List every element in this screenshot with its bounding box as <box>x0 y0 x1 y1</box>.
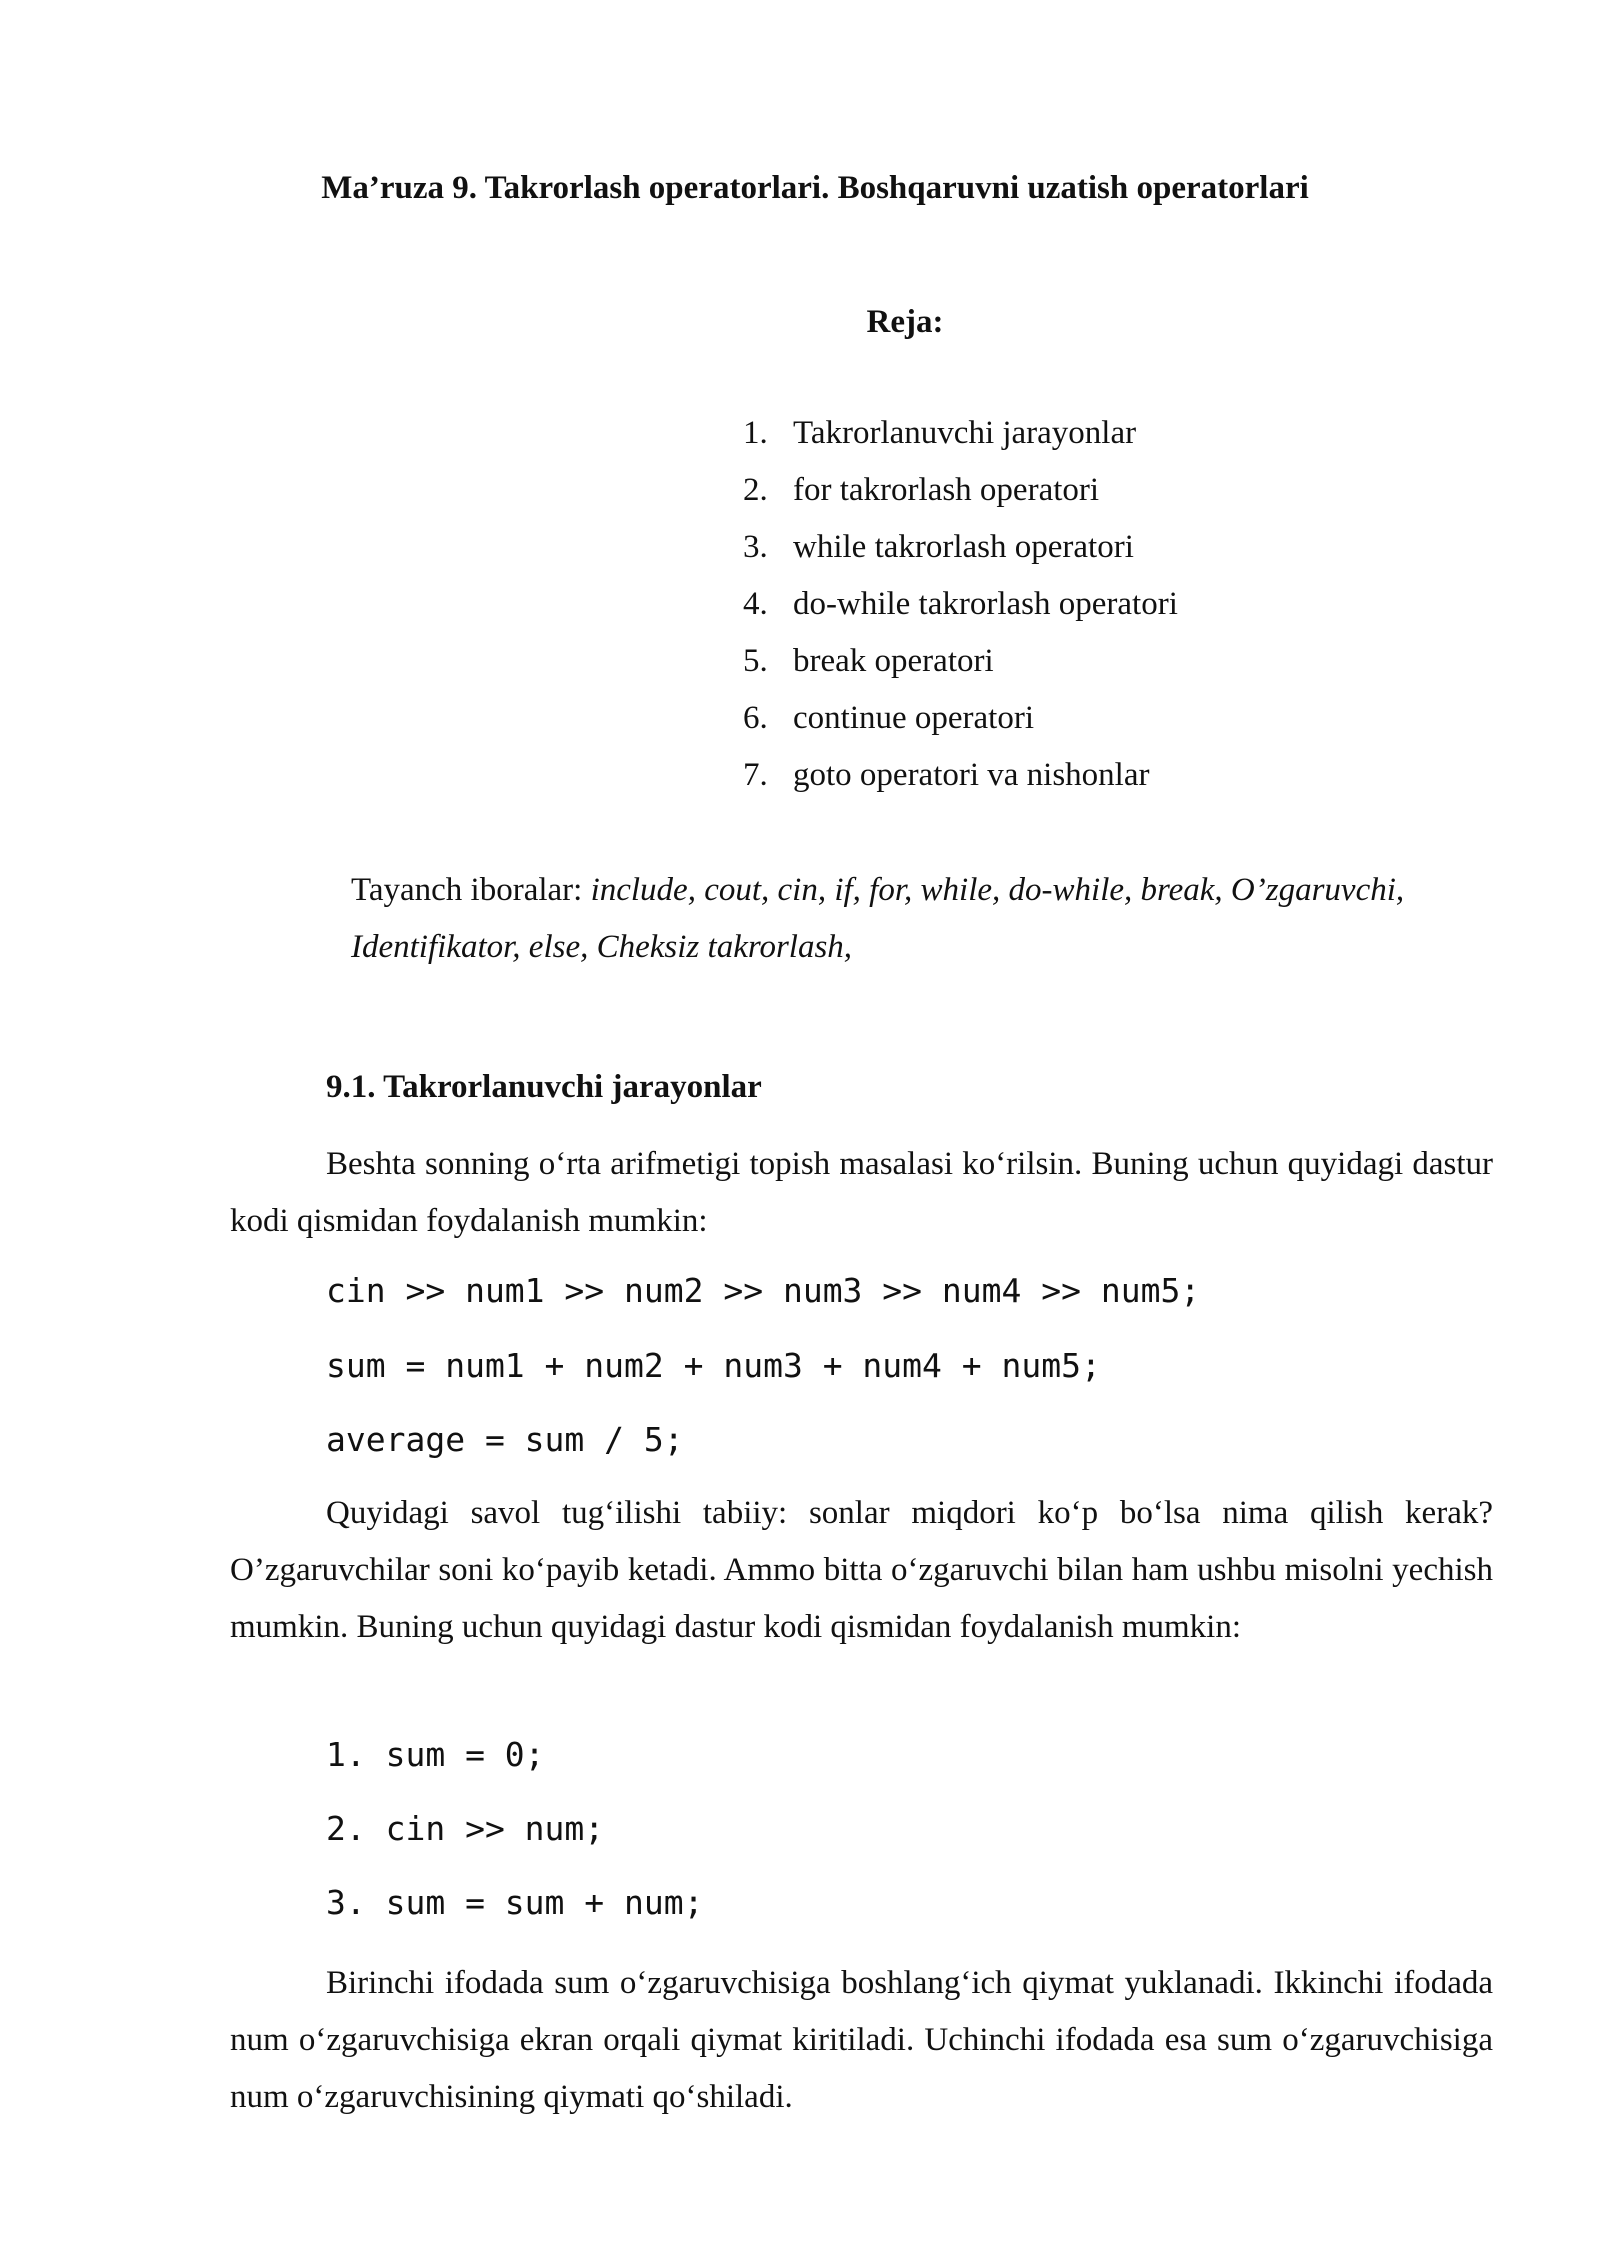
keywords-list: include, cout, cin, if, for, while, do-while, break, O’zgaruvchi, Identifikator, else, Cheksiz takrorlash, <box>351 872 1405 965</box>
plan-item-number: 3. <box>743 529 768 565</box>
code-line: average = sum / 5; <box>326 1420 684 1459</box>
plan-item-text: goto operatori va nishonlar <box>793 757 1150 793</box>
plan-item <box>743 638 1178 695</box>
plan-item <box>743 695 1178 752</box>
plan-item-number: 4. <box>743 586 768 622</box>
plan-item-number: 1. <box>743 415 768 451</box>
paragraph-2: Quyidagi savol tug‘ilishi tabiiy: sonlar miqdori ko‘p bo‘lsa nima qilish kerak? O’zgaruvchilar soni ko‘payib ketadi. Ammo bitta o‘zgaruvchi bilan ham ushbu misolni yechish mumkin. Buning uchun quyidagi dastur kodi qismidan foydalanish mumkin: <box>230 1495 1493 1645</box>
code-line: 3. sum = sum + num; <box>326 1883 704 1922</box>
plan-item-number: 7. <box>743 757 768 793</box>
plan-item <box>743 581 1178 638</box>
code-line: 2. cin >> num; <box>326 1809 605 1848</box>
plan-list <box>743 410 1178 809</box>
plan-item-text: continue operatori <box>793 700 1034 736</box>
lecture-title: Ma’ruza 9. Takrorlash operatorlari. Boshqaruvni uzatish operatorlari <box>321 170 1309 206</box>
plan-item-text: for takrorlash operatori <box>793 472 1100 508</box>
plan-item <box>743 524 1178 581</box>
plan-item-text: break operatori <box>793 643 994 679</box>
plan-item <box>743 467 1178 524</box>
plan-item <box>743 752 1178 809</box>
code-line: cin >> num1 >> num2 >> num3 >> num4 >> num5; <box>326 1271 1201 1310</box>
keywords-label: Tayanch iboralar: <box>351 872 591 908</box>
section-heading: 9.1. Takrorlanuvchi jarayonlar <box>326 1069 762 1105</box>
code-line: 1. sum = 0; <box>326 1735 545 1774</box>
plan-item-number: 5. <box>743 643 768 679</box>
plan-heading: Reja: <box>866 304 944 340</box>
plan-item-text: Takrorlanuvchi jarayonlar <box>793 415 1137 451</box>
paragraph-3: Birinchi ifodada sum o‘zgaruvchisiga boshlang‘ich qiymat yuklanadi. Ikkinchi ifodada num o‘zgaruvchisiga ekran orqali qiymat kiritiladi. Uchinchi ifodada esa sum o‘zgaruvchisiga num o‘zgaruvchisining qiymati qo‘shiladi. <box>230 1965 1493 2115</box>
keywords-block <box>351 862 1501 976</box>
plan-item <box>743 410 1178 467</box>
plan-item-text: do-while takrorlash operatori <box>793 586 1178 622</box>
plan-item-text: while takrorlash operatori <box>793 529 1134 565</box>
plan-item-number: 6. <box>743 700 768 736</box>
code-line: sum = num1 + num2 + num3 + num4 + num5; <box>326 1346 1101 1385</box>
plan-item-number: 2. <box>743 472 768 508</box>
paragraph-1: Beshta sonning o‘rta arifmetigi topish masalasi ko‘rilsin. Buning uchun quyidagi dastur kodi qismidan foydalanish mumkin: <box>230 1146 1493 1239</box>
